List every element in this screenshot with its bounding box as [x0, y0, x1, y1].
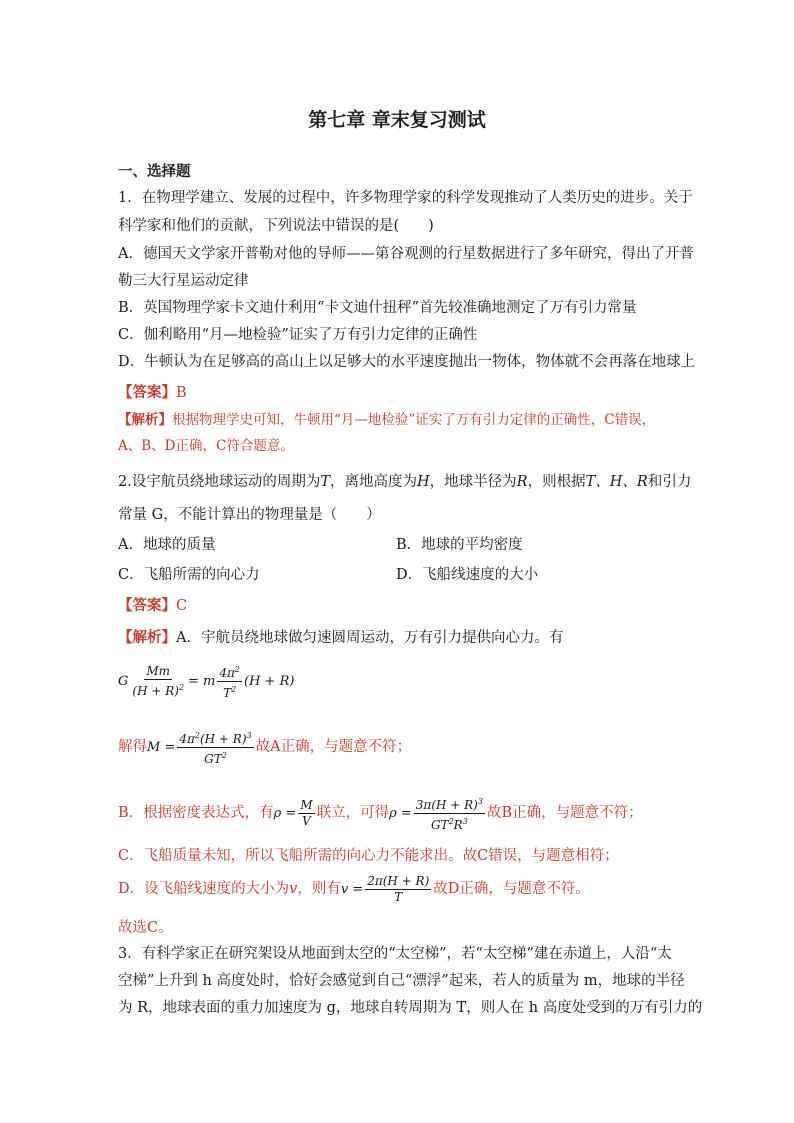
solution-text: B．根据密度表达式，有: [118, 805, 274, 821]
q3-stem-line3: 为 R，地球表面的重力加速度为 g，地球自转周期为 T，则人在 h 高度处受到的万有引力的: [118, 1000, 703, 1016]
q2-solution-d: [118, 874, 590, 905]
formula-mass: M = $\frac{4\pi^2(H + R)^3}{GT^2}$: [147, 740, 256, 755]
answer-tag: 【答案】: [118, 597, 176, 614]
q2-stem-part: ，地球半径为: [429, 474, 517, 490]
q2-conclusion: 故选C。: [118, 920, 173, 936]
q1-stem-line1: 1．在物理学建立、发展的过程中，许多物理学家的科学发现推动了人类历史的进步。关于: [118, 190, 693, 206]
var-v: v: [289, 881, 298, 897]
q3-stem-line2: 空梯”上升到 h 高度处时，恰好会感觉到自己“漂浮”起来，若人的质量为 m，地球的半径: [118, 973, 685, 989]
formula-density-result: ρ = $\frac{3\pi(H + R)^3}{GT^2R^3}$: [389, 806, 487, 821]
q2-stem-part: ，离地高度为: [330, 474, 418, 490]
var-H: H: [417, 474, 430, 490]
q3-stem-line1: 3．有科学家正在研究架设从地面到太空的“太空梯”，若“太空梯”建在赤道上，人沿“太: [118, 946, 672, 962]
q1-analysis-line1: [118, 410, 655, 430]
analysis-tag: 【解析】: [118, 629, 176, 646]
q2-stem-line2: 常量 G，不能计算出的物理量是（ ）: [118, 507, 381, 523]
q2-answer: [118, 596, 187, 616]
q1-option-b: B．英国物理学家卡文迪什利用“卡文迪什扭秤”首先较准确地测定了万有引力常量: [118, 300, 637, 316]
var-list: T、H、R: [585, 474, 648, 490]
solution-text: 解得: [118, 739, 147, 755]
q1-analysis-line2: A、B、D正确，C符合题意。: [118, 438, 294, 454]
q2-stem-part: 和引力: [647, 474, 692, 490]
formula-velocity: v = $\frac{2\pi(H + R)}{T}$: [340, 874, 430, 904]
answer-tag: 【答案】: [118, 384, 176, 401]
page-title: 第七章 章末复习测试: [308, 109, 486, 131]
q1-answer: [118, 383, 187, 403]
q1-option-a-line1: A．德国天文学家开普勒对他的导师——第谷观测的行星数据进行了多年研究，得出了开普: [118, 246, 694, 262]
q2-option-c: C．飞船所需的向心力: [118, 567, 260, 583]
q2-stem-part: 2.设宇航员绕地球运动的周期为: [118, 474, 321, 490]
section-heading: 一、选择题: [118, 163, 191, 180]
q2-solution-b: [118, 794, 643, 833]
q1-option-a-line2: 勒三大行星运动定律: [118, 273, 249, 289]
solution-text: 联立，可得: [316, 805, 390, 821]
q1-option-c: C．伽利略用“月—地检验”证实了万有引力定律的正确性: [118, 327, 478, 343]
solution-text: 故D正确，与题意不符。: [433, 881, 590, 897]
analysis-text: 根据物理学史可知，牛顿用“月—地检验”证实了万有引力定律的正确性，C错误，: [172, 412, 656, 428]
analysis-text: A．宇航员绕地球做匀速圆周运动，万有引力提供向心力。有: [176, 630, 564, 646]
q2-option-b: B．地球的平均密度: [396, 537, 523, 553]
answer-value: B: [176, 385, 187, 401]
solution-text: ，则有: [297, 881, 341, 897]
solution-text: D．设飞船线速度的大小为: [118, 881, 290, 897]
formula-gravity-equation: G $\frac{Mm}{(H + R)^2}$ = m $\frac{4\pi^2}{T^2}$ (H + R): [118, 664, 295, 700]
solution-text: 故A正确，与题意不符；: [255, 739, 412, 755]
formula-density-def: ρ = $\frac{M}{V}$: [273, 798, 313, 828]
q1-stem-line2: 科学家和他们的贡献，下列说法中错误的是( ): [118, 218, 434, 234]
answer-value: C: [176, 598, 188, 614]
var-R: R: [516, 474, 528, 490]
q2-analysis-a: [118, 628, 563, 648]
q2-option-a: A．地球的质量: [118, 537, 216, 553]
var-T: T: [320, 474, 331, 490]
q2-option-d: D．飞船线速度的大小: [396, 567, 539, 583]
solution-text: 故B正确，与题意不符；: [486, 805, 643, 821]
q2-solution-c: C．飞船质量未知，所以飞船所需的向心力不能求出。故C错误，与题意相符；: [118, 848, 619, 864]
q2-solution-a: [118, 728, 411, 767]
q2-stem-line1: [118, 472, 691, 492]
analysis-tag: 【解析】: [118, 412, 172, 428]
q2-stem-part: ，则根据: [527, 474, 586, 490]
q1-option-d: D．牛顿认为在足够高的高山上以足够大的水平速度抛出一物体，物体就不会再落在地球上: [118, 354, 696, 370]
